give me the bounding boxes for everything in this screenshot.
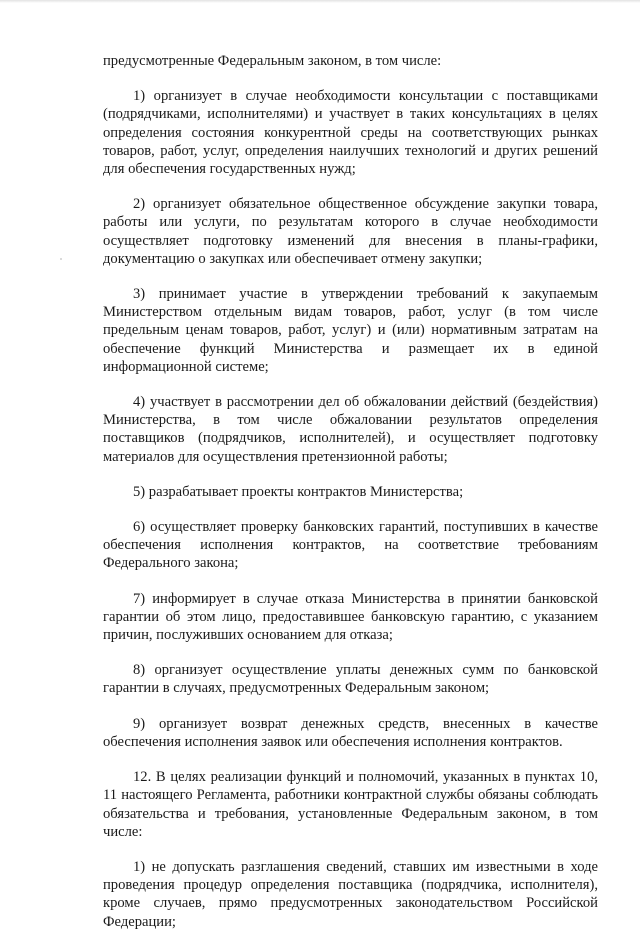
scan-artifact	[60, 258, 62, 260]
item-paragraph: 5) разрабатывает проекты контрактов Министерства;	[133, 483, 464, 500]
item-paragraph: 4) участвует в рассмотрении дел об обжаловании действий (бездействия) Министерства, в том числе обжаловании результатов определения поставщиков (подрядчиков, исполнителей), и осуществляет подготовку материалов для осуществления претензионной работы;	[103, 394, 598, 465]
section-12-paragraph: 12. В целях реализации функций и полномочий, указанных в пунктах 10, 11 настоящего Регламента, работники контрактной службы обязаны соблюдать обязательства и требования, установленные Федеральным законом, в том числе:	[103, 769, 598, 840]
item-paragraph: 9) организует возврат денежных средств, внесенных в качестве обеспечения исполнения заявок или обеспечения исполнения контрактов.	[103, 715, 598, 750]
scan-top-edge	[0, 0, 640, 3]
section-12-item-paragraph: 1) не допускать разглашения сведений, ставших им известными в ходе проведения процедур определения поставщика (подрядчика, исполнителя), кроме случаев, прямо предусмотренных законодательством Российской Федерации;	[103, 858, 598, 930]
item-paragraph: 2) организует обязательное общественное обсуждение закупки товара, работы или услуги, по результатам которого в случае необходимости осуществляет подготовку изменений для внесения в планы-графики, документацию о закупках или обеспечивает отмену закупки;	[103, 196, 598, 267]
item-paragraph: 7) информирует в случае отказа Министерства в принятии банковской гарантии об этом лицо, предоставившее банковскую гарантию, с указанием причин, послуживших основанием для отказа;	[103, 590, 598, 644]
item-paragraph: 1) организует в случае необходимости консультации с поставщиками (подрядчиками, исполнителями) и участвует в таких консультациях в целях определения состояния конкурентной среды на соответствующих рынках товаров, работ, услуг, определения наилучших технологий и других решений для обеспечения государственных нужд;	[103, 88, 598, 178]
lead-text: предусмотренные Федеральным законом, в том числе:	[103, 53, 442, 69]
document-body	[103, 52, 598, 948]
item-paragraph: 8) организует осуществление уплаты денежных сумм по банковской гарантии в случаях, предусмотренных Федеральным законом;	[103, 662, 598, 697]
item-paragraph: 3) принимает участие в утверждении требований к закупаемым Министерством отдельным видам товаров, работ, услуг (в том числе предельным ценам товаров, работ, услуг) и (или) нормативным затратам на обеспечение функций Министерства и размещает их в единой информационной системе;	[103, 286, 598, 375]
item-paragraph: 6) осуществляет проверку банковских гарантий, поступивших в качестве обеспечения исполнения контрактов, на соответствие требованиям Федерального закона;	[103, 519, 598, 572]
